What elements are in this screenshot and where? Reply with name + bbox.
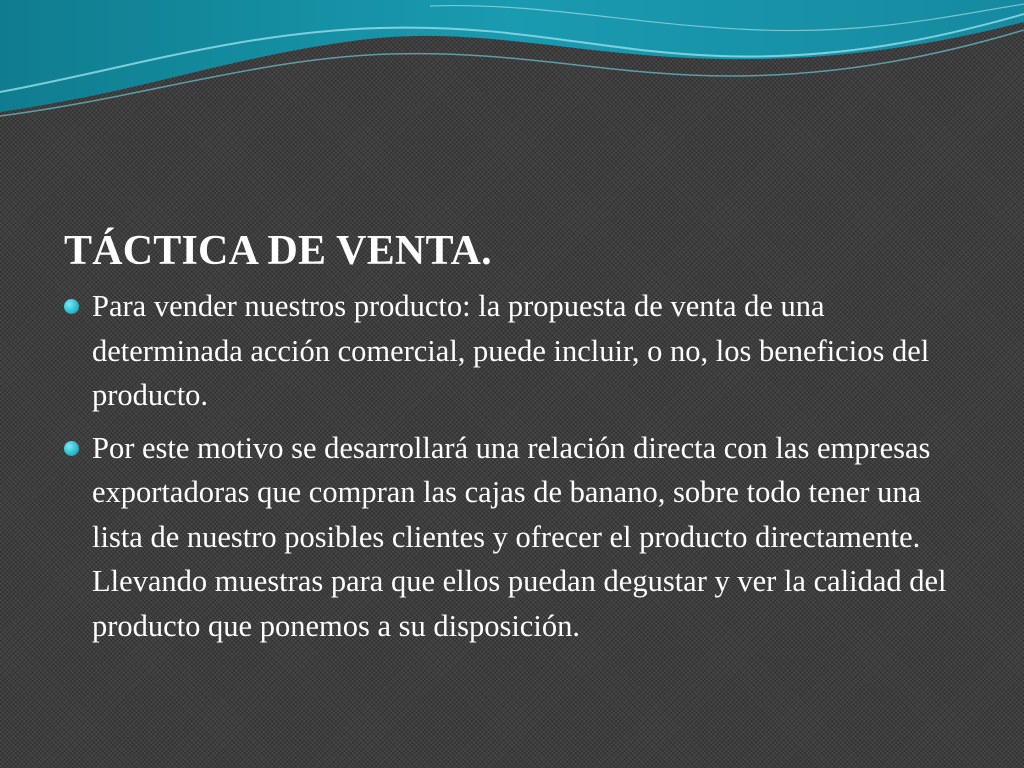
slide-title: TÁCTICA DE VENTA. xyxy=(64,228,492,274)
bullet-item xyxy=(64,426,964,649)
bullet-item xyxy=(64,284,964,418)
slide-content xyxy=(64,222,964,656)
bullet-list xyxy=(64,284,964,648)
bullet-dot-icon xyxy=(64,441,79,456)
bullet-text: Por este motivo se desarrollará una relación directa con las empresas exportadoras que compran las cajas de banano, sobre todo tener una lista de nuestro posibles clientes y ofrecer el producto directamente. Llevando muestras para que ellos puedan degustar y ver la calidad del producto que ponemos a su disposición. xyxy=(92,430,947,643)
wave-teal-band xyxy=(0,0,1024,112)
bullet-text: Para vender nuestros producto: la propuesta de venta de una determinada acción comercial, puede incluir, o no, los beneficios del producto. xyxy=(92,289,930,412)
bullet-dot-icon xyxy=(64,299,79,314)
header-wave-decoration xyxy=(0,0,1024,140)
